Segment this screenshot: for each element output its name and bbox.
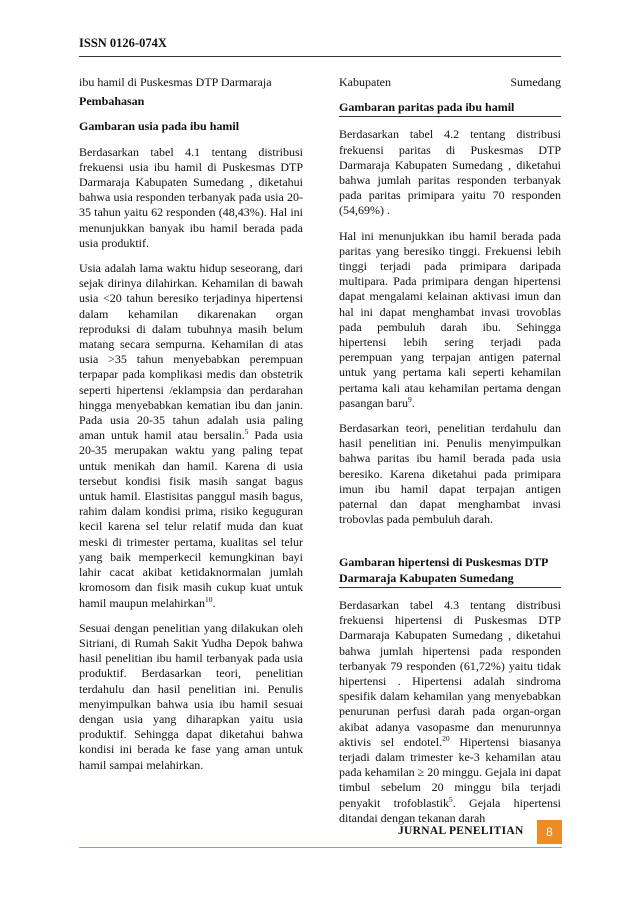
heading-paritas: Gambaran paritas pada ibu hamil bbox=[339, 100, 561, 117]
text-paritas-2-end: . bbox=[411, 395, 415, 410]
text-usia-2-end: . bbox=[212, 595, 216, 610]
right-column bbox=[339, 75, 561, 836]
text-usia-2b: Pada usia 20-35 merupakan waktu yang paling tepat untuk menikah dan hamil. Karena di usia tersebut kondisi fisik masih sangat bagus untuk hamil. Elastisitas panggul masih bagus, rahim dalam kondisi prima, risiko keguguran kecil karena sel telur relatif muda dan kuat meski di trimester pertama, kualitas sel telur yang baik memperkecil kemungkinan bayi lahir cacat akibat ketidaknormalan jumlah kromosom dan fisik masih cukup kuat untuk hamil maupun melahirkan bbox=[79, 428, 304, 610]
text-hipertensi-a: Berdasarkan tabel 4.3 tentang distribusi frekuensi hipertensi di Puskesmas DTP Darmaraja Kabupaten Sumedang , diketahui bahwa jumlah hipertensi pada responden terbanyak 79 responden (61,72%) yaitu tidak hipertensi . Hipertensi adalah sindroma spesifik dalam kehamilan yang menyebabkan penurunan perfusi darah pada organ-organ akibat adanya vasopasme dan menurunnya aktivis sel endotel. bbox=[339, 597, 561, 749]
intro-sumedang: Sumedang bbox=[510, 75, 561, 89]
paragraph-usia-1: Berdasarkan tabel 4.1 tentang distribusi frekuensi usia ibu hamil di Puskesmas DTP Darmaraja Kabupaten Sumedang , diketahui bahwa usia responden terbanyak pada usia 20-35 tahun yaitu 62 responden (48,43%). Hal ini menunjukkan banyak ibu hamil berada pada usia produktif. bbox=[79, 144, 303, 250]
heading-hipertensi: Gambaran hipertensi di Puskesmas DTP Darmaraja Kabupaten Sumedang bbox=[339, 555, 561, 587]
text-paritas-2: Hal ini menunjukkan ibu hamil berada pada paritas yang beresiko tinggi. Frekuensi lebih tinggi terjadi pada primipara daripada multipara. Pada primipara dengan hipertensi dapat mengalami kelainan aktivasi imun dan hal ini dapat menghambat invasi trovoblas pada pembuluh darah ibu. Sehingga hipertensi lebih sering terjadi pada perempuan yang terpajan antigen paternal untuk yang pertama kali seperti kehamilan pertama kali atau kehamilan pertama dengan pasangan baru bbox=[339, 228, 561, 410]
intro-kabupaten: Kabupaten bbox=[339, 75, 391, 89]
paragraph-paritas-1: Berdasarkan tabel 4.2 tentang distribusi frekuensi paritas di Puskesmas DTP Darmaraja Kabupaten Sumedang , diketahui bahwa jumlah paritas responden terbanyak pada paritas primipara yaitu 70 responden (54,69%) . bbox=[339, 127, 561, 218]
citation-20: 20 bbox=[442, 733, 450, 743]
paragraph-paritas-3: Berdasarkan teori, penelitian terdahulu dan hasil penelitian ini. Penulis menyimpulkan bahwa paritas ibu hamil berada pada usia beresiko. Karena diketahui pada primipara imun ibu hamil dapat terpajan antigen paternal dan dapat menghambat invasi trobovlas pada pembuluh darah. bbox=[339, 421, 561, 527]
citation-10: 10 bbox=[204, 594, 213, 604]
footer-divider bbox=[79, 847, 562, 848]
citation-5: 5 bbox=[244, 427, 249, 437]
header-divider bbox=[79, 56, 561, 57]
heading-pembahasan: Pembahasan bbox=[79, 94, 145, 109]
citation-5b: 5 bbox=[448, 794, 453, 804]
paragraph-usia-3: Sesuai dengan penelitian yang dilakukan oleh Sitriani, di Rumah Sakit Yudha Depok bahwa hasil penelitian ibu hamil terbanyak pada usia produktif. Berdasarkan teori, penelitian terdahulu dan hasil penelitian ini. Penulis menyimpulkan bahwa usia ibu hamil sesuai dengan usia yang diharapkan yaitu usia produktif. Sehingga dapat diketahui bahwa kondisi ini berada ke fase yang aman untuk hamil sampai melahirkan. bbox=[79, 620, 303, 772]
paragraph-paritas-2 bbox=[339, 229, 561, 411]
intro-line: ibu hamil di Puskesmas DTP Darmaraja bbox=[79, 75, 272, 89]
text-hipertensi-b: Hipertensi biasanya terjadi dalam trimester ke-3 kehamilan atau pada kehamilan ≥ 20 minggu. Gejala ini dapat timbul sebelum 20 minggu bila terjadi penyakit trofoblastik bbox=[339, 734, 561, 810]
heading-usia: Gambaran usia pada ibu hamil bbox=[79, 119, 240, 134]
left-column bbox=[79, 75, 303, 783]
text-hipertensi-c: . Gejala hipertensi ditandai dengan tekanan darah bbox=[339, 795, 561, 825]
section-spacer bbox=[339, 537, 561, 555]
paragraph-usia-2 bbox=[79, 261, 303, 611]
journal-name: JURNAL PENELITIAN bbox=[398, 825, 524, 837]
paragraph-hipertensi bbox=[339, 598, 561, 826]
intro-line-right bbox=[339, 75, 561, 90]
citation-9: 9 bbox=[407, 394, 412, 404]
issn-header: ISSN 0126-074X bbox=[79, 36, 167, 50]
page-number: 8 bbox=[537, 820, 562, 844]
text-usia-2a: Usia adalah lama waktu hidup seseorang, dari sejak dirinya dilahirkan. Kehamilan di bawah usia <20 tahun beresiko terjadinya hipertensi dalam kehamilan dikarenakan organ reproduksi di dalam tubuhnya masih belum matang secara sempurna. Kehamilan di atas usia >35 tahun menyebabkan perempuan terpapar pada komplikasi medis dan obstetrik seperti hipertensi /eklampsia dan perdarahan hingga menyebabkan kematian ibu dan janin. Pada usia 20-35 tahun adalah usia paling aman untuk hamil atau bersalin. bbox=[79, 261, 303, 443]
